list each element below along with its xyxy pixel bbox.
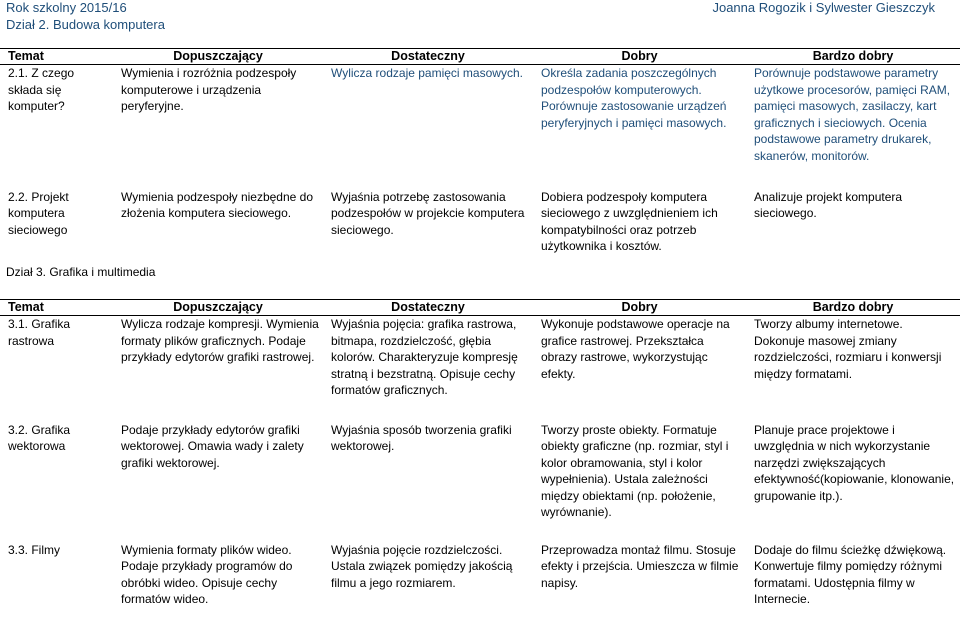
table-row bbox=[0, 65, 960, 189]
cell-dostateczny: Wylicza rodzaje pamięci masowych. bbox=[331, 66, 523, 80]
col-dopuszczajacy: Dopuszczający bbox=[113, 300, 323, 316]
school-year: Rok szkolny 2015/16 bbox=[6, 0, 127, 15]
cell-dobry: Tworzy proste obiekty. Formatuje obiekty graficzne (np. rozmiar, styl i kolor obramowania, styl i kolor wypełnienia). Ustala zależności między obiektami (np. położenie, wyrównanie). bbox=[541, 422, 729, 519]
cell-dopuszczajacy: Wymienia i rozróżnia podzespoły komputerowe i urządzenia peryferyjne. bbox=[121, 66, 297, 113]
table-row bbox=[0, 316, 960, 422]
table-row bbox=[0, 422, 960, 542]
cell-temat: 2.1. Z czego składa się komputer? bbox=[8, 66, 75, 113]
col-dostateczny: Dostateczny bbox=[323, 300, 533, 316]
cell-temat: 3.1. Grafika rastrowa bbox=[8, 317, 71, 348]
col-bardzo-dobry: Bardzo dobry bbox=[746, 300, 960, 316]
cell-dostateczny: Wyjaśnia pojęcia: grafika rastrowa, bitmapa, rozdzielczość, głębia kolorów. Charakteryzuje kompresję stratną i bezstratną. Opisuje cechy formatów graficznych. bbox=[331, 317, 518, 397]
cell-temat: 2.2. Projekt komputera sieciowego bbox=[8, 189, 69, 237]
cell-dobry: Określa zadania poszczególnych podzespołów komputerowych. Porównuje zastosowanie urządzeń peryferyjnych i pamięci masowych. bbox=[541, 66, 727, 130]
col-dopuszczajacy: Dopuszczający bbox=[113, 49, 323, 65]
authors: Joanna Rogozik i Sylwester Gieszczyk bbox=[712, 0, 935, 15]
cell-dostateczny: Wyjaśnia potrzebę zastosowania podzespołów w projekcie komputera sieciowego. bbox=[331, 189, 525, 237]
col-temat: Temat bbox=[0, 49, 113, 65]
cell-dopuszczajacy: Wylicza rodzaje kompresji. Wymienia formaty plików graficznych. Podaje przykłady edytorów grafiki rastrowej. bbox=[121, 317, 319, 364]
cell-dobry: Dobiera podzespoły komputera sieciowego z uwzględnieniem ich kompatybilności oraz potrzeb użytkownika i kosztów. bbox=[541, 189, 718, 253]
col-bardzo-dobry: Bardzo dobry bbox=[746, 49, 960, 65]
table-row bbox=[0, 542, 960, 616]
criteria-table-section-3 bbox=[0, 299, 960, 616]
cell-dostateczny: Wyjaśnia sposób tworzenia grafiki wektorowej. bbox=[331, 422, 512, 453]
cell-dopuszczajacy: Podaje przykłady edytorów grafiki wektorowej. Omawia wady i zalety grafiki wektorowej. bbox=[121, 422, 304, 470]
table-row bbox=[0, 189, 960, 265]
table-header-row bbox=[0, 300, 960, 316]
cell-dopuszczajacy: Wymienia podzespoły niezbędne do złożenia komputera sieciowego. bbox=[121, 189, 314, 220]
cell-dobry: Przeprowadza montaż filmu. Stosuje efekty i przejścia. Umieszcza w filmie napisy. bbox=[541, 542, 739, 590]
cell-temat: 3.3. Filmy bbox=[8, 542, 61, 557]
cell-bardzo-dobry: Analizuje projekt komputera sieciowego. bbox=[754, 189, 903, 220]
section-3-title: Dział 3. Grafika i multimedia bbox=[6, 265, 156, 279]
criteria-table-section-2 bbox=[0, 48, 960, 265]
cell-bardzo-dobry: Tworzy albumy internetowe. Dokonuje masowej zmiany rozdzielczości, rozmiaru i konwersji między formatami. bbox=[754, 317, 942, 381]
cell-dostateczny: Wyjaśnia pojęcie rozdzielczości. Ustala związek pomiędzy jakością filmu a jego rozmiarem. bbox=[331, 542, 513, 590]
col-dobry: Dobry bbox=[533, 300, 746, 316]
cell-bardzo-dobry: Planuje prace projektowe i uwzględnia w nich wykorzystanie narzędzi zwiększających efektywność(kopiowanie, klonowanie, grupowanie itp.). bbox=[754, 422, 955, 503]
cell-dopuszczajacy: Wymienia formaty plików wideo. Podaje przykłady programów do obróbki wideo. Opisuje cechy formatów wideo. bbox=[121, 542, 293, 606]
cell-bardzo-dobry: Porównuje podstawowe parametry użytkowe procesorów, pamięci RAM, pamięci masowych, zasilaczy, kart graficznych i sieciowych. Ocenia podstawowe parametry drukarek, skanerów, monitorów. bbox=[754, 66, 951, 163]
table-header-row bbox=[0, 49, 960, 65]
cell-temat: 3.2. Grafika wektorowa bbox=[8, 422, 71, 453]
cell-bardzo-dobry: Dodaje do filmu ścieżkę dźwiękową. Konwertuje filmy pomiędzy różnymi formatami. Udostępnia filmy w Internecie. bbox=[754, 542, 947, 606]
section-title: Dział 2. Budowa komputera bbox=[6, 17, 165, 32]
cell-dobry: Wykonuje podstawowe operacje na grafice rastrowej. Przekształca obrazy rastrowe, wykorzystując efekty. bbox=[541, 317, 730, 381]
col-dostateczny: Dostateczny bbox=[323, 49, 533, 65]
col-dobry: Dobry bbox=[533, 49, 746, 65]
col-temat: Temat bbox=[0, 300, 113, 316]
